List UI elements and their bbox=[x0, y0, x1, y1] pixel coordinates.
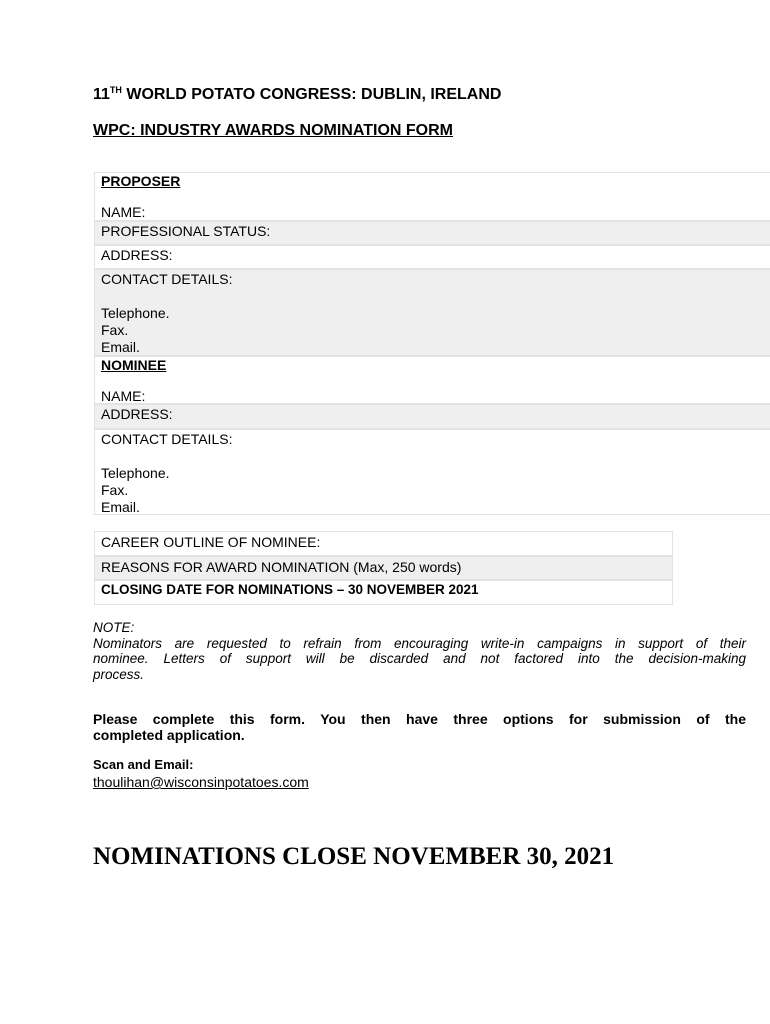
proposer-contact-label: CONTACT DETAILS: bbox=[101, 271, 233, 287]
proposer-status-label: PROFESSIONAL STATUS: bbox=[101, 223, 271, 239]
proposer-contact-cell[interactable] bbox=[94, 269, 770, 356]
proposer-address-cell[interactable] bbox=[94, 245, 770, 269]
proposer-heading: PROPOSER bbox=[101, 173, 181, 189]
note-line-2: nominee. Letters of support will be discarded and not factored into the decision-making bbox=[93, 651, 746, 666]
proposer-email-label: Email. bbox=[101, 339, 140, 355]
proposer-address-label: ADDRESS: bbox=[101, 247, 173, 263]
note-block bbox=[93, 620, 746, 682]
nominee-email-label: Email. bbox=[101, 499, 140, 515]
career-outline-cell[interactable] bbox=[94, 531, 673, 556]
note-line-3: process. bbox=[93, 666, 145, 682]
nominee-telephone-label: Telephone. bbox=[101, 465, 170, 481]
nominee-fax-label: Fax. bbox=[101, 482, 129, 498]
title-prefix: 11 bbox=[93, 86, 110, 103]
form-title bbox=[93, 85, 501, 104]
closing-date-cell bbox=[94, 580, 673, 605]
proposer-name-label: NAME: bbox=[101, 204, 146, 220]
nominee-address-label: ADDRESS: bbox=[101, 406, 173, 422]
proposer-status-cell[interactable] bbox=[94, 221, 770, 245]
proposer-telephone-label: Telephone. bbox=[101, 305, 170, 321]
award-reasons-label: REASONS FOR AWARD NOMINATION (Max, 250 words) bbox=[101, 559, 462, 575]
award-reasons-cell[interactable] bbox=[94, 556, 673, 580]
instructions-block bbox=[93, 711, 746, 743]
nominee-contact-label: CONTACT DETAILS: bbox=[101, 431, 233, 447]
title-rest: WORLD POTATO CONGRESS: DUBLIN, IRELAND bbox=[121, 86, 502, 103]
nominee-heading: NOMINEE bbox=[101, 357, 167, 373]
form-subtitle: WPC: INDUSTRY AWARDS NOMINATION FORM bbox=[93, 122, 453, 139]
nominee-address-cell[interactable] bbox=[94, 404, 770, 429]
note-title: NOTE: bbox=[93, 620, 135, 635]
submission-email-link[interactable]: thoulihan@wisconsinpotatoes.com bbox=[93, 774, 309, 790]
career-outline-label: CAREER OUTLINE OF NOMINEE: bbox=[101, 534, 321, 550]
closing-date-label: CLOSING DATE FOR NOMINATIONS – 30 NOVEMBER 2021 bbox=[101, 582, 479, 597]
nominee-name-cell[interactable] bbox=[94, 356, 770, 404]
instructions-line-1: Please complete this form. You then have three options for submission of the bbox=[93, 711, 746, 727]
proposer-fax-label: Fax. bbox=[101, 322, 129, 338]
instructions-line-2: completed application. bbox=[93, 727, 245, 743]
proposer-name-cell[interactable] bbox=[94, 172, 770, 221]
scan-email-label: Scan and Email: bbox=[93, 757, 194, 772]
title-superscript: TH bbox=[109, 85, 122, 95]
nominee-name-label: NAME: bbox=[101, 388, 146, 404]
nominations-close-banner: NOMINATIONS CLOSE NOVEMBER 30, 2021 bbox=[93, 843, 615, 870]
nominee-contact-cell[interactable] bbox=[94, 429, 770, 515]
note-line-1: Nominators are requested to refrain from encouraging write-in campaigns in support of their bbox=[93, 635, 746, 651]
